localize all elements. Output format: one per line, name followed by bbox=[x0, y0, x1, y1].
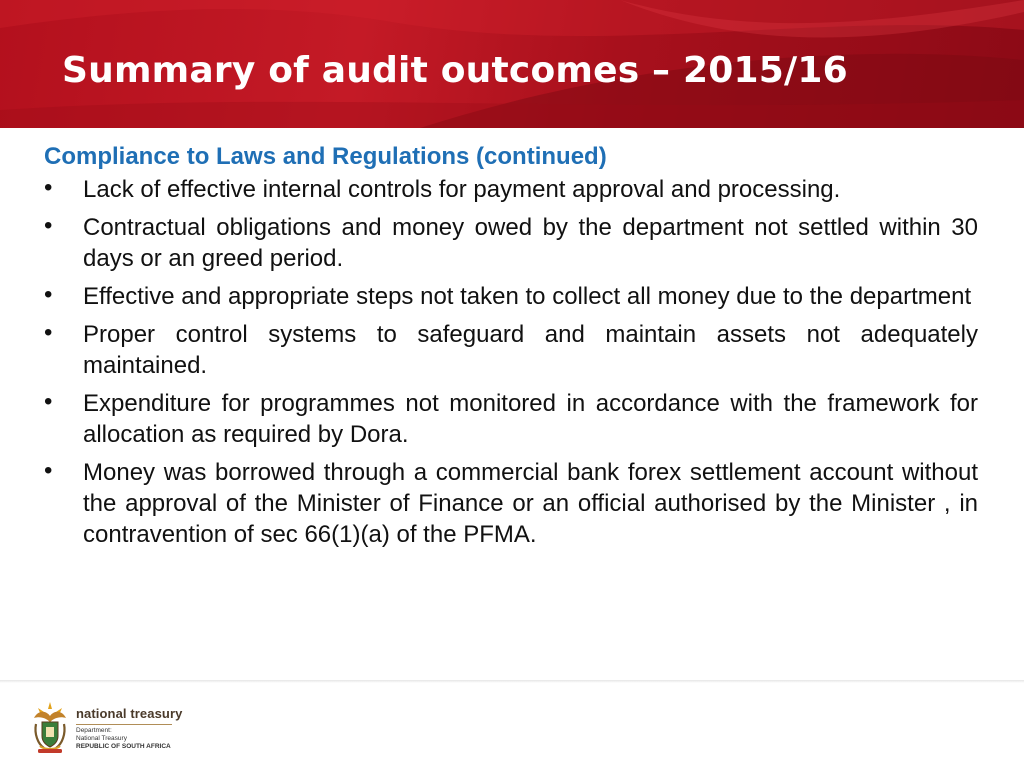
coat-of-arms-icon bbox=[30, 700, 70, 754]
bullet-dot-icon: • bbox=[44, 281, 53, 308]
bullet-dot-icon: • bbox=[44, 212, 53, 239]
content-area bbox=[44, 142, 978, 557]
bullet-text: Proper control systems to safeguard and maintain assets not adequately maintained. bbox=[83, 321, 978, 379]
national-treasury-logo bbox=[30, 700, 183, 756]
bullet-dot-icon: • bbox=[44, 319, 53, 346]
bullet-text: Contractual obligations and money owed by the department not settled within 30 days or an greed period. bbox=[83, 214, 978, 272]
logo-country: REPUBLIC OF SOUTH AFRICA bbox=[76, 743, 171, 750]
bullet-dot-icon: • bbox=[44, 388, 53, 415]
bullet-text: Lack of effective internal controls for payment approval and processing. bbox=[83, 176, 841, 203]
bullet-item bbox=[44, 457, 978, 550]
footer-divider bbox=[0, 680, 1024, 683]
slide-title: Summary of audit outcomes – 2015/16 bbox=[62, 50, 848, 91]
bullet-item bbox=[44, 174, 978, 205]
logo-rule bbox=[76, 724, 172, 725]
logo-department-name: National Treasury bbox=[76, 735, 127, 742]
bullet-dot-icon: • bbox=[44, 457, 53, 484]
bullet-item bbox=[44, 319, 978, 381]
logo-department-label: Department: bbox=[76, 727, 112, 734]
bullet-text: Expenditure for programmes not monitored in accordance with the framework for allocation as required by Dora. bbox=[83, 390, 978, 448]
section-heading: Compliance to Laws and Regulations (continued) bbox=[44, 143, 607, 170]
bullet-item bbox=[44, 388, 978, 450]
logo-name: national treasury bbox=[76, 706, 183, 721]
bullet-item bbox=[44, 212, 978, 274]
bullet-item bbox=[44, 281, 978, 312]
header-band bbox=[0, 0, 1024, 128]
bullet-list bbox=[44, 174, 978, 550]
logo-text-block bbox=[76, 706, 182, 751]
bullet-text: Effective and appropriate steps not taken to collect all money due to the department bbox=[83, 283, 972, 310]
bullet-text: Money was borrowed through a commercial bank forex settlement account without the approval of the Minister of Finance or an official authorised by the Minister , in contravention of sec 66(1)(a) of the PFMA. bbox=[83, 459, 978, 548]
bullet-dot-icon: • bbox=[44, 174, 53, 201]
